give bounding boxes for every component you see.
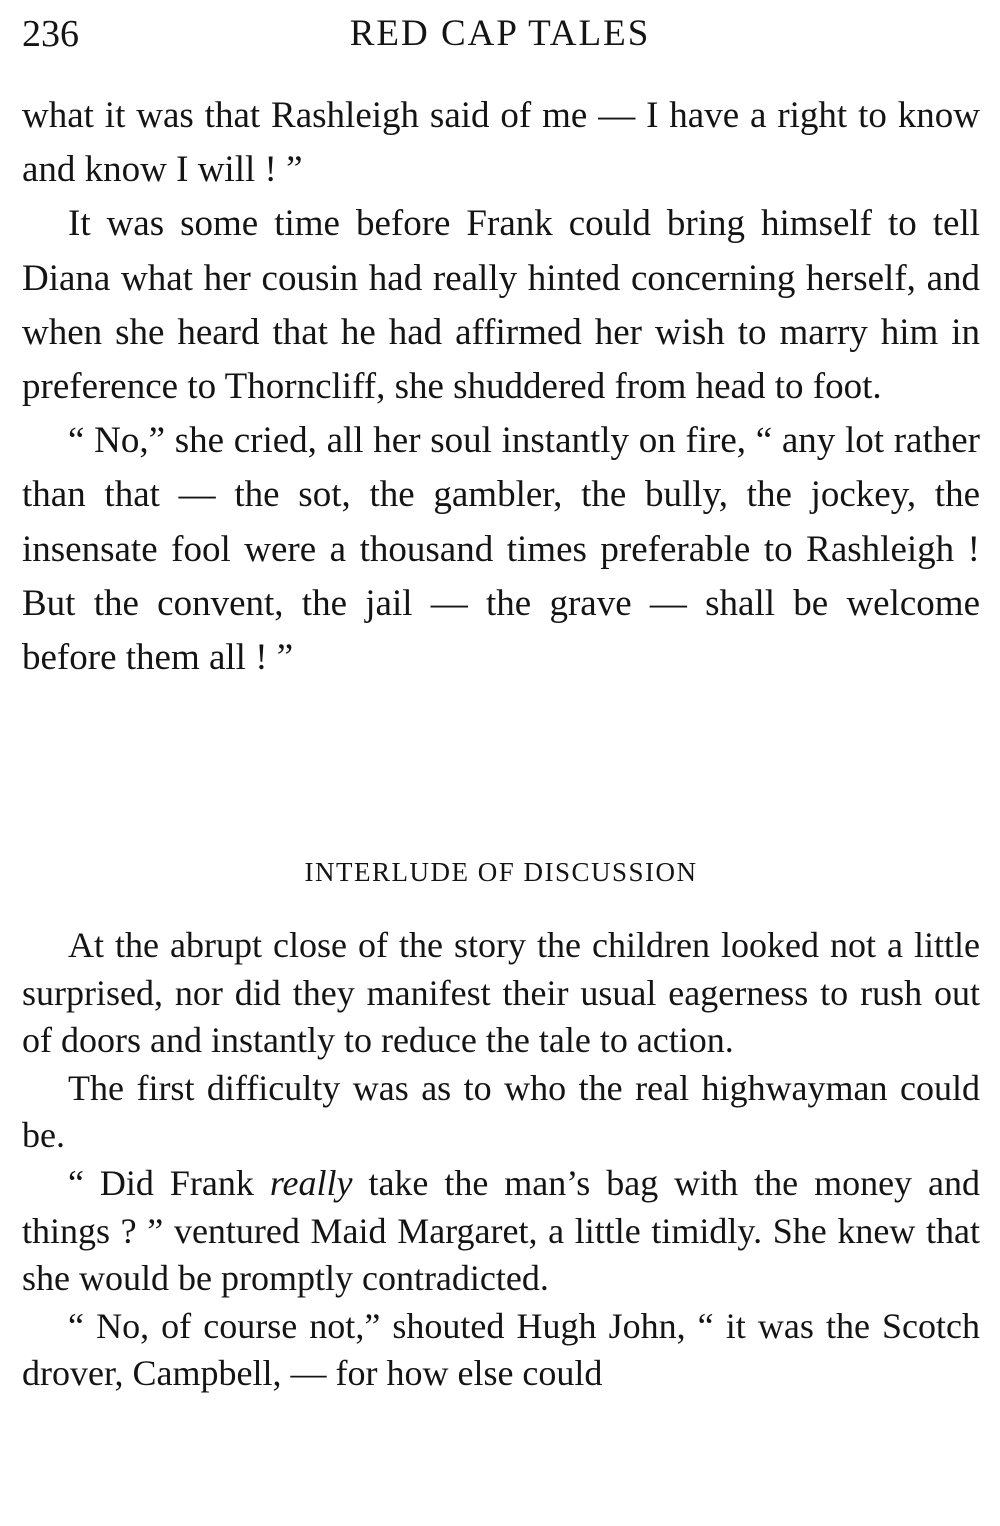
paragraph-text: take the man’s bag with the money and things ? ” ventured Maid Margaret, a little timidly. She knew that she would be promptly contradicted. bbox=[22, 1162, 980, 1299]
page-number: 236 bbox=[22, 13, 79, 55]
paragraph: “ No, of course not,” shouted Hugh John, “ it was the Scotch drover, Campbell, — for how else could bbox=[22, 1305, 980, 1394]
section-heading: INTERLUDE OF DISCUSSION bbox=[304, 857, 698, 887]
page-header bbox=[22, 10, 978, 58]
paragraph-text: “ Did Frank bbox=[68, 1162, 270, 1203]
paragraph: “ No,” she cried, all her soul instantly on fire, “ any lot rather than that — the sot, the gambler, the bully, the jockey, the insensate fool were a thousand times preferable to Rashleigh ! But the convent, the jail — the grave — shall be welcome before them all ! ” bbox=[22, 420, 980, 679]
interlude-text-block bbox=[22, 922, 980, 1398]
paragraph bbox=[22, 1160, 980, 1303]
paragraph: The first difficulty was as to who the real highwayman could be. bbox=[22, 1067, 980, 1156]
story-text-block bbox=[22, 89, 980, 685]
emphasis-text: really bbox=[269, 1162, 353, 1203]
paragraph-continued: what it was that Rashleigh said of me — I have a right to know and know I will ! ” bbox=[22, 95, 980, 191]
running-title: RED CAP TALES bbox=[349, 13, 651, 54]
paragraph: At the abrupt close of the story the children looked not a little surprised, nor did they manifest their usual eagerness to rush out of doors and instantly to reduce the tale to action. bbox=[22, 925, 980, 1061]
paragraph: It was some time before Frank could bring himself to tell Diana what her cousin had really hinted concerning herself, and when she heard that he had affirmed her wish to marry him in preference to Thorncliff, she shuddered from head to foot. bbox=[22, 203, 980, 408]
